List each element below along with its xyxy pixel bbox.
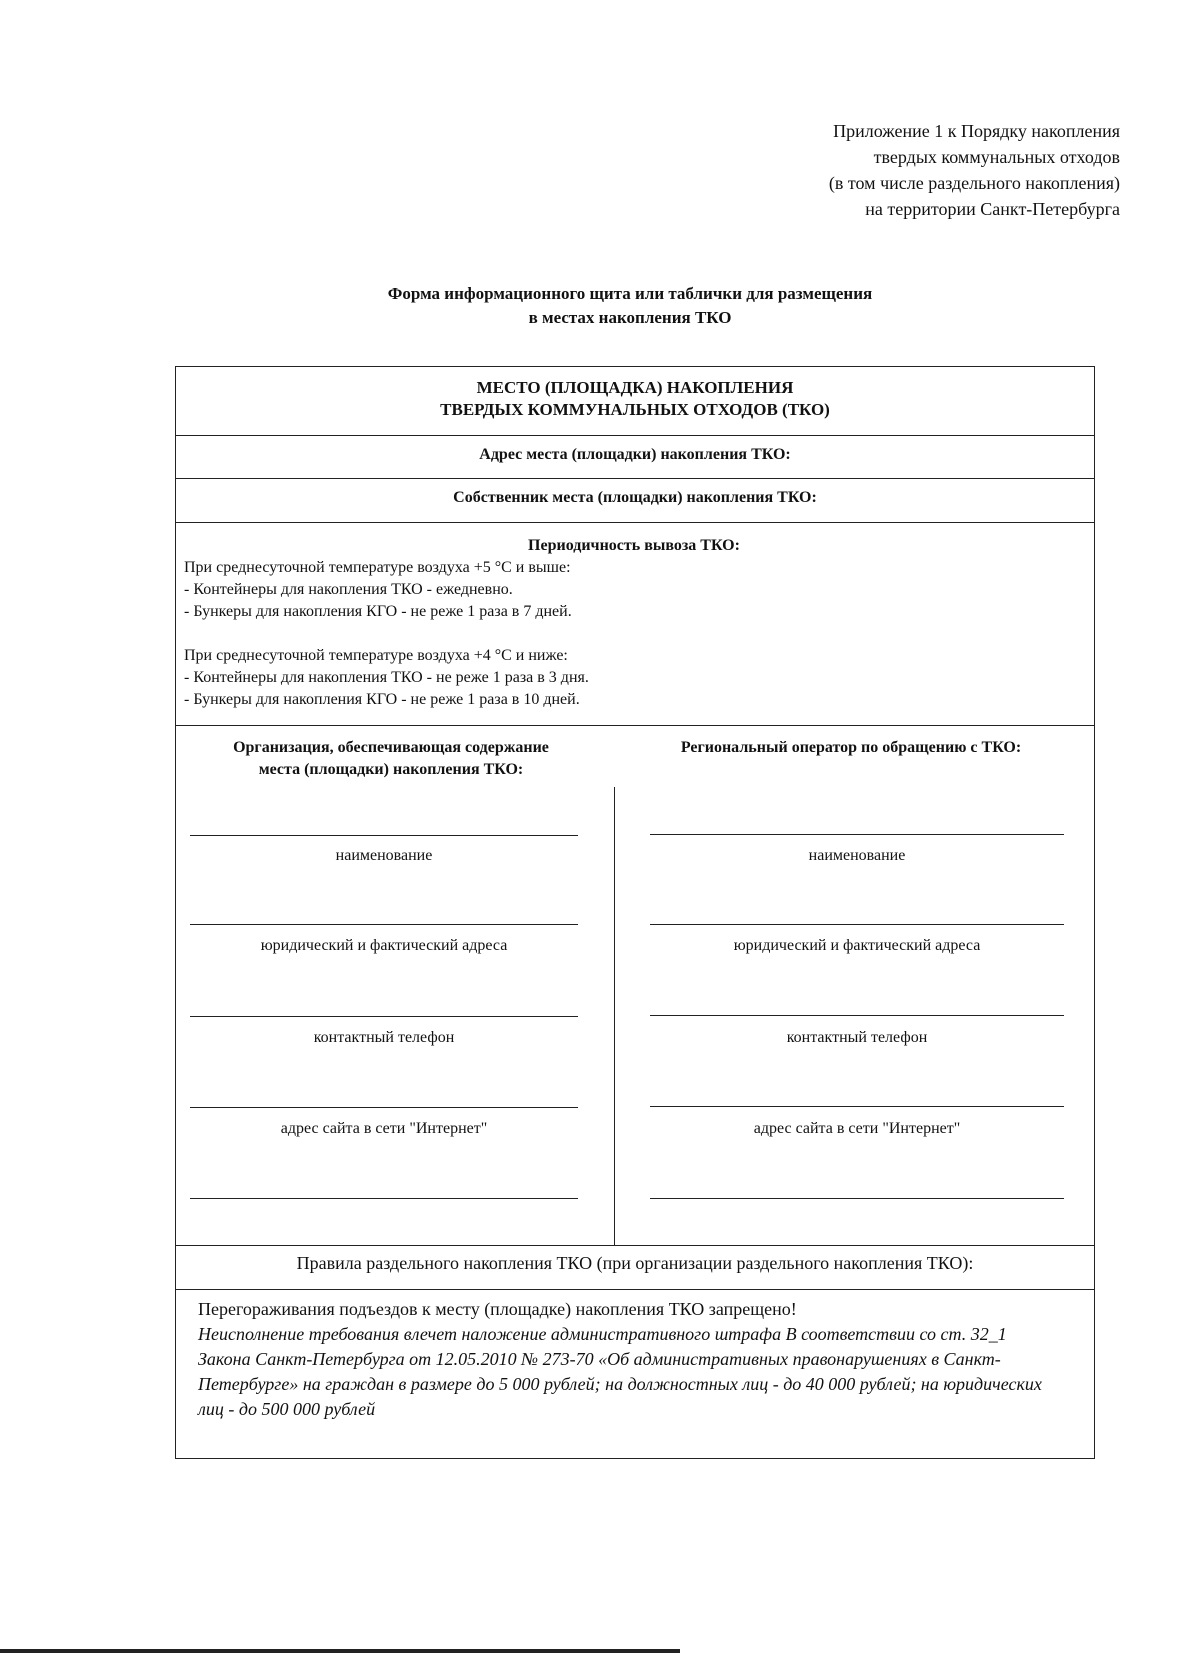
left-column-title-line1: Организация, обеспечивающая содержание (233, 739, 549, 756)
row-divider (176, 1289, 1094, 1290)
annex-line: Приложение 1 к Порядку накопления (833, 121, 1120, 141)
fill-line (190, 1198, 578, 1199)
left-column-title-line2: места (площадки) накопления ТКО: (258, 761, 524, 778)
fill-line (190, 835, 578, 836)
notice-block (198, 1297, 1058, 1422)
right-field-phone: контактный телефон (786, 1029, 928, 1046)
prohibition-text: Перегораживания подъездов к месту (площадке) накопления ТКО запрещено! (198, 1299, 797, 1319)
form-title-line1: Форма информационного щита или таблички для размещения (387, 284, 873, 303)
periodicity-title: Периодичность вывоза ТКО: (528, 537, 740, 554)
right-column-title: Региональный оператор по обращению с ТКО: (680, 739, 1022, 756)
penalty-text: Неисполнение требования влечет наложение административного штрафа В соответствии со ст. 32_1 Закона Санкт-Петербурга от 12.05.2010 № 273-70 «Об административных правонарушениях в Санкт-Петербурге» на граждан в размере до 5 000 рублей; на должностных лиц - до 40 000 рублей; на юридических лиц - до 500 000 рублей (198, 1324, 1042, 1419)
sign-header-line1: МЕСТО (ПЛОЩАДКА) НАКОПЛЕНИЯ (476, 378, 794, 397)
warm-condition: При среднесуточной температуре воздуха +5 °С и выше: (184, 559, 571, 576)
fill-line (650, 1015, 1064, 1016)
fill-line (650, 924, 1064, 925)
periodicity-block (184, 535, 1084, 711)
separate-collection-rules: Правила раздельного накопления ТКО (при организации раздельного накопления ТКО): (296, 1253, 974, 1273)
row-divider (176, 1245, 1094, 1246)
warm-bunkers: - Бункеры для накопления КГО - не реже 1 раза в 7 дней. (184, 603, 572, 620)
form-title (180, 282, 1080, 330)
fill-line (650, 1106, 1064, 1107)
warm-containers: - Контейнеры для накопления ТКО - ежедневно. (184, 581, 513, 598)
owner-label: Собственник места (площадки) накопления ТКО: (453, 489, 817, 506)
sign-form-frame (175, 366, 1095, 1459)
row-divider (176, 725, 1094, 726)
left-field-name: наименование (335, 847, 433, 864)
fill-line (190, 924, 578, 925)
form-title-line2: в местах накопления ТКО (528, 308, 732, 327)
right-field-name: наименование (808, 847, 906, 864)
row-divider (176, 478, 1094, 479)
fill-line (190, 1016, 578, 1017)
scan-edge-bar (0, 1649, 680, 1653)
fill-line (190, 1107, 578, 1108)
left-field-address: юридический и фактический адреса (260, 937, 508, 954)
sign-header (176, 377, 1094, 421)
fill-line (650, 1198, 1064, 1199)
cold-condition: При среднесуточной температуре воздуха +4 °С и ниже: (184, 647, 568, 664)
left-column-title (186, 737, 596, 781)
fill-line (650, 834, 1064, 835)
row-divider (176, 435, 1094, 436)
left-field-website: адрес сайта в сети "Интернет" (280, 1120, 488, 1137)
row-divider (176, 522, 1094, 523)
column-divider (614, 787, 615, 1245)
sign-header-line2: ТВЕРДЫХ КОММУНАЛЬНЫХ ОТХОДОВ (ТКО) (440, 400, 830, 419)
right-field-address: юридический и фактический адреса (733, 937, 981, 954)
annex-line: твердых коммунальных отходов (873, 147, 1120, 167)
cold-bunkers: - Бункеры для накопления КГО - не реже 1 раза в 10 дней. (184, 691, 580, 708)
annex-line: (в том числе раздельного накопления) (828, 173, 1120, 193)
right-field-website: адрес сайта в сети "Интернет" (753, 1120, 961, 1137)
left-field-phone: контактный телефон (313, 1029, 455, 1046)
annex-reference (829, 118, 1120, 222)
address-label: Адрес места (площадки) накопления ТКО: (479, 446, 791, 463)
annex-line: на территории Санкт-Петербурга (865, 199, 1120, 219)
cold-containers: - Контейнеры для накопления ТКО - не реже 1 раза в 3 дня. (184, 669, 589, 686)
